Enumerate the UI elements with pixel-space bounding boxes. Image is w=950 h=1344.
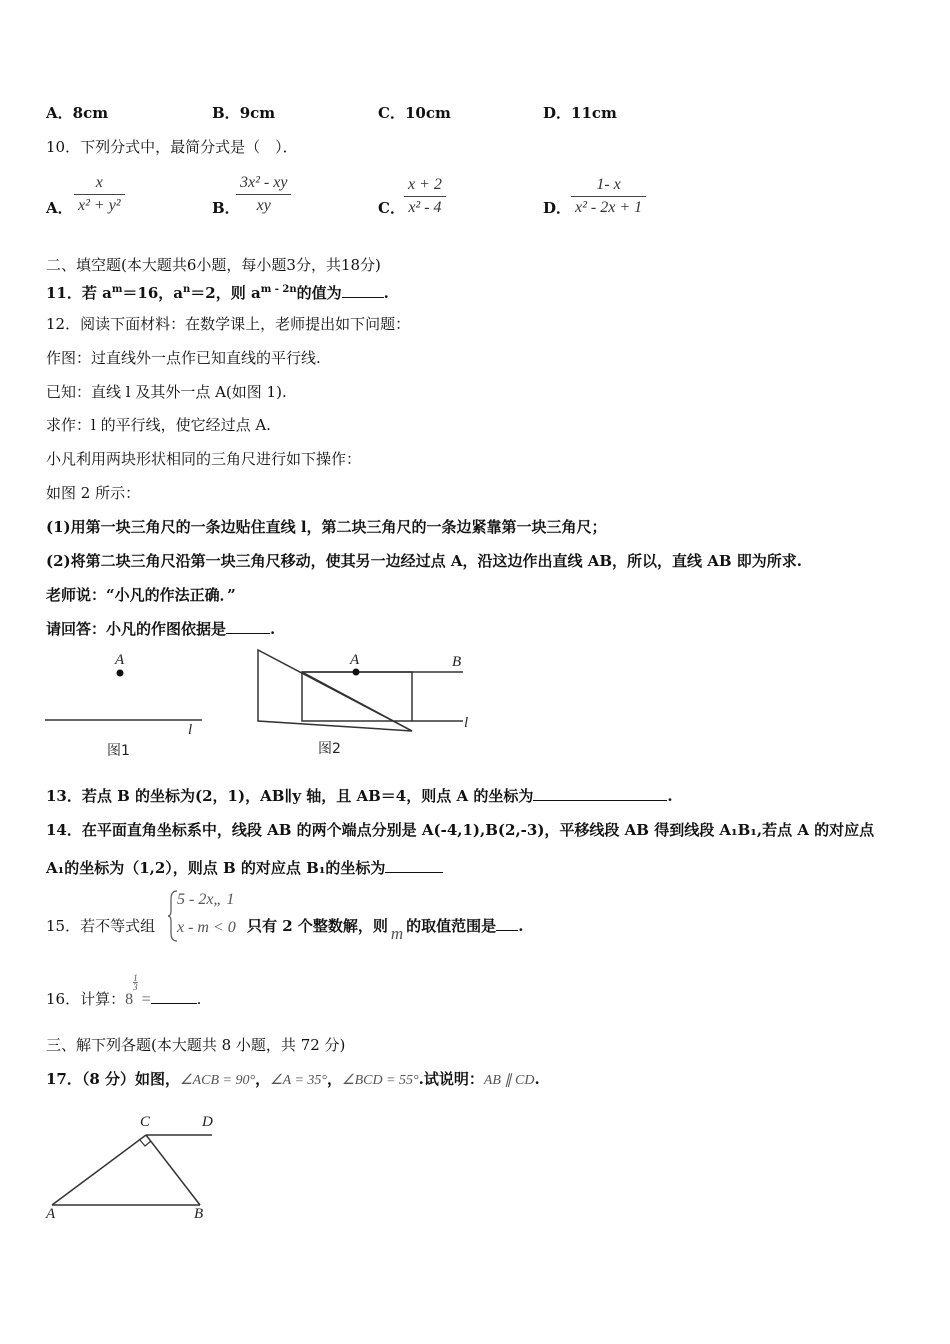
q9-option-a: A．8cm <box>46 104 109 122</box>
fraction-bar <box>571 196 646 197</box>
q13: 13．若点 B 的坐标为(2，1)，AB∥y 轴，且 AB＝4，则点 A 的坐标为 . <box>46 787 673 805</box>
q10-option-d-fraction <box>571 176 646 217</box>
answer-blank[interactable] <box>342 283 384 298</box>
q12-line-9: 老师说：“小凡的作法正确．” <box>46 586 236 604</box>
q17-condition-3: ∠BCD = 55° <box>342 1073 419 1088</box>
q10-option-c-letter: C． <box>378 199 405 217</box>
q12-line-4: 求作：l 的平行线，使它经过点 A. <box>46 416 271 434</box>
q12-line-5: 小凡利用两块形状相同的三角尺进行如下操作： <box>46 450 362 468</box>
q17-claim: AB ∥ CD <box>483 1073 535 1088</box>
fraction-numerator: x + 2 <box>408 176 442 193</box>
fig1-point-a <box>117 670 124 677</box>
q14-line-1: 14．在平面直角坐标系中，线段 AB 的两个端点分别是 A(-4,1),B(2,-3)，平移线段 AB 得到线段 A₁B₁,若点 A 的对应点 <box>46 821 875 839</box>
fraction-denominator: xy <box>256 197 271 214</box>
q11: 11．若 $a^m=16$，$a^n=2$，则 $a^{m - 2n}$的值为 . <box>46 284 389 302</box>
fig2-label-l: l <box>464 715 469 731</box>
q12-figures <box>40 646 480 764</box>
fraction-numerator: 3x² - xy <box>240 174 288 191</box>
fraction-denominator: x² - 2x + 1 <box>575 199 643 216</box>
fraction-bar <box>236 194 291 195</box>
q17-label-c: C <box>140 1114 151 1130</box>
fraction-denominator: x² - 4 <box>408 199 442 216</box>
fig1-label-a: A <box>115 652 125 668</box>
q12-line-10: 请回答：小凡的作图依据是 . <box>46 620 276 638</box>
q15-prefix: 15．若不等式组 <box>46 917 156 935</box>
q10-option-b-letter: B． <box>212 199 240 217</box>
q10-option-a-fraction <box>74 174 125 215</box>
q16-exponent: $\frac{1}{3}$ <box>133 973 138 992</box>
q12-line-6: 如图 2 所示： <box>46 484 141 502</box>
q16: 16．计算：$8\frac{1}{3}=$ . <box>46 973 202 1008</box>
q16-base: 8 <box>125 991 134 1008</box>
answer-blank[interactable] <box>226 619 270 634</box>
section-3-heading: 三、解下列各题(本大题共 8 小题，共 72 分) <box>46 1036 346 1054</box>
fraction-numerator: x <box>95 174 103 191</box>
section-2-heading: 二、填空题(本大题共6小题，每小题3分，共18分) <box>46 256 381 274</box>
q15-inequality-2: x - m < 0 <box>177 919 236 936</box>
q9-option-d: D．11cm <box>543 104 617 122</box>
q12-line-3: 已知：直线 l 及其外一点 A(如图 1). <box>46 383 287 401</box>
fig1-caption: 图1 <box>107 743 130 759</box>
fig2-hypotenuse <box>302 672 412 731</box>
q9-option-b: B．9cm <box>212 104 276 122</box>
fig1-label-l: l <box>188 722 193 738</box>
q15-rest: 只有 2 个整数解，则 m 的取值范围是 . <box>247 917 524 943</box>
q10-option-d-letter: D． <box>543 199 572 217</box>
fraction-bar <box>404 196 446 197</box>
fig2-triangle-2-box <box>302 672 412 721</box>
q17-label-b: B <box>194 1206 204 1222</box>
fraction-numerator: 1- x <box>596 176 621 193</box>
q10-option-b-fraction <box>236 174 291 215</box>
fraction-bar <box>74 194 125 195</box>
q14-line-2: A₁的坐标为（1,2），则点 B 的对应点 B₁的坐标为 <box>46 858 443 878</box>
q12-line-1: 12．阅读下面材料：在数学课上，老师提出如下问题： <box>46 315 411 333</box>
segment-bc <box>146 1135 200 1205</box>
answer-blank[interactable] <box>533 786 667 801</box>
q17-condition-1: ∠ACB = 90° <box>180 1073 256 1088</box>
q15-system <box>167 889 247 943</box>
q17-condition-2: ∠A = 35° <box>270 1073 328 1088</box>
fraction-denominator: x² + y² <box>78 197 121 214</box>
fig2-label-a: A <box>350 652 360 668</box>
fig2-label-b: B <box>452 654 462 670</box>
q10-option-a-letter: A． <box>46 199 73 217</box>
q12-line-7: (1)用第一块三角尺的一条边贴住直线 l，第二块三角尺的一条边紧靠第一块三角尺； <box>46 518 607 536</box>
q12-line-2: 作图：过直线外一点作已知直线的平行线. <box>46 349 321 367</box>
q10-option-c-fraction <box>404 176 446 217</box>
answer-blank[interactable] <box>496 916 518 931</box>
q15-inequality-1: 5 - 2x„ 1 <box>177 891 235 908</box>
q15-variable: m <box>390 924 404 943</box>
q17-label-d: D <box>202 1114 213 1130</box>
q17-label-a: A <box>46 1206 56 1222</box>
q10-stem: 10．下列分式中，最简分式是（ ）． <box>46 138 298 156</box>
answer-blank[interactable] <box>385 858 443 873</box>
fig2-caption: 图2 <box>318 741 341 757</box>
segment-ac <box>52 1135 146 1205</box>
q9-option-c: C．10cm <box>378 104 451 122</box>
q17: 17．（8 分）如图，∠ACB = 90°，∠A = 35°，∠BCD = 55°.试说明：AB ∥ CD. <box>46 1070 540 1088</box>
fig2-point-a <box>353 669 360 676</box>
q12-line-8: (2)将第二块三角尺沿第一块三角尺移动，使其另一边经过点 A，沿这边作出直线 AB，所以，直线 AB 即为所求. <box>46 552 803 570</box>
right-angle-mark <box>140 1140 151 1146</box>
answer-blank[interactable] <box>151 989 197 1004</box>
